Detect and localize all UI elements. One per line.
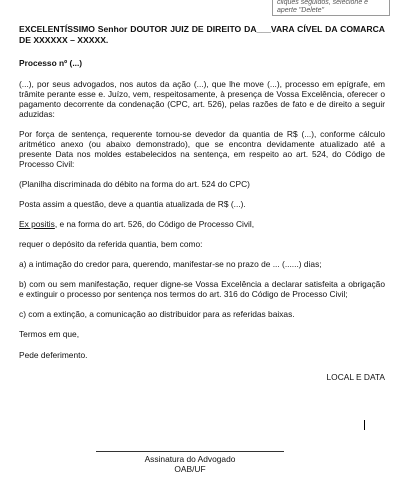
paragraph-request: requer o depósito da referida quantia, bem como: [19,239,203,249]
hint-line-2: aperte "Delete" [277,7,324,14]
paragraph-item-c: c) com a extinção, a comunicação ao distribuidor para as referidas baixas. [19,309,295,319]
ex-positis-rest: , e na forma do art. 526, do Código de Processo Civil, [54,219,255,229]
closing-request: Pede deferimento. [19,350,88,360]
paragraph-intro: (...), por seus advogados, nos autos da ação (...), que lhe move (...), processo em epígrafe, em trâmite perante esse e. Juízo, vem, respeitosamente, à presença de Vossa Excelência, oferecer o pagamento decorrente da condenação (CPC, art. 526), pelas razões de fato e de direito a seguir aduzidas: [19,79,385,119]
text-cursor [364,420,365,430]
signature-oab: OAB/UF [174,464,206,474]
instruction-hint-box [272,0,390,16]
process-number: Processo nº (...) [19,58,83,68]
signature-block [96,454,284,474]
local-and-date: LOCAL E DATA [326,372,385,382]
signature-name: Assinatura do Advogado [144,454,236,464]
paragraph-sentence: Por força de sentença, requerente tornou-se devedor da quantia de R$ (...), conforme cálculo aritmético anexo (ou abaixo demonstrado), que se encontra devidamente atualizado até a presente Data nos moldes estabelecidos na sentença, em respeito ao art. 524, do Código de Processo Civil: [19,129,385,169]
document-heading: EXCELENTÍSSIMO Senhor DOUTOR JUIZ DE DIREITO DA___VARA CÍVEL DA COMARCA DE XXXXXX – XXXXX. [19,24,385,45]
paragraph-ex-positis [19,219,385,229]
document-page[interactable] [19,20,385,382]
paragraph-question: Posta assim a questão, deve a quantia atualizada de R$ (...). [19,199,246,209]
paragraph-planilha: (Planilha discriminada do débito na forma do art. 524 do CPC) [19,179,250,189]
ex-positis-term: Ex positis [19,219,55,229]
closing-terms: Termos em que, [19,329,80,339]
signature-line [96,451,284,452]
hint-line-1: cliques seguidos, selecione e [277,0,369,6]
paragraph-item-b: b) com ou sem manifestação, requer digne-se Vossa Excelência a declarar satisfeita a obrigação e extinguir o processo por sentença nos termos do art. 316 do Código de Processo Civil; [19,279,385,299]
paragraph-item-a: a) a intimação do credor para, querendo, manifestar-se no prazo de ... (......) dias; [19,259,322,269]
